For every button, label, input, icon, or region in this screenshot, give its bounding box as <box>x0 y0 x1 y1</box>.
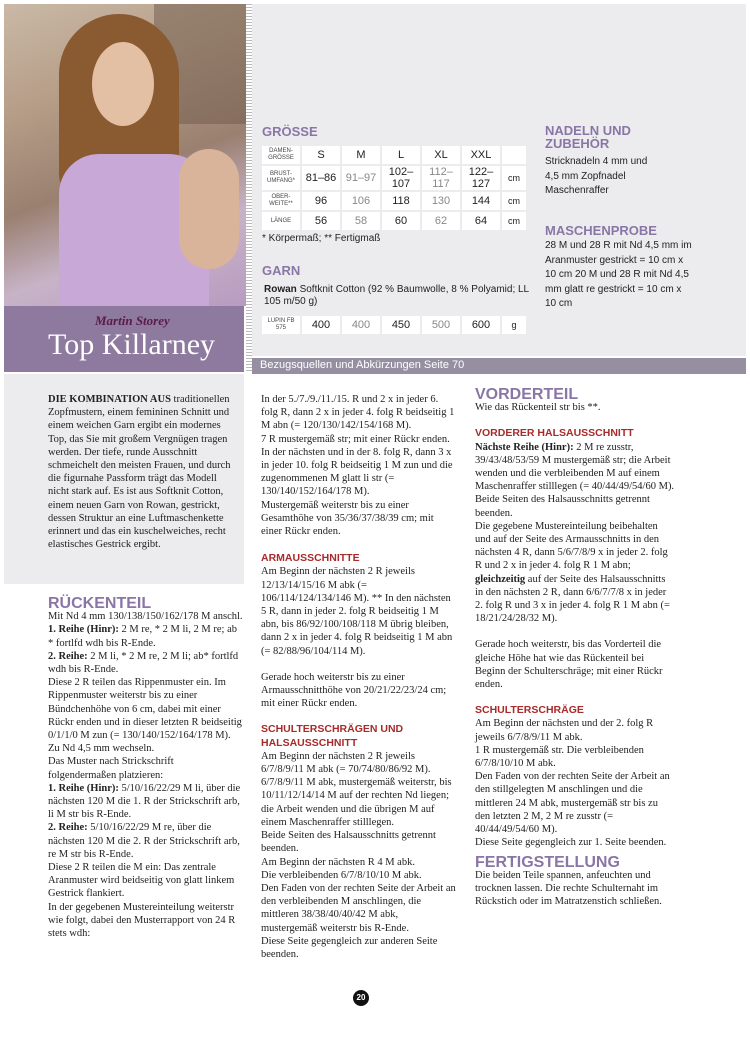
paragraph: Mustergemäß weiterstr bis zu einer Gesamthöhe von 35/36/37/38/39 cm; mit einer Rückr enden. <box>261 499 434 538</box>
yarn-desc-text: Softknit Cotton (92 % Baumwolle, 8 % Polyamid; LL 105 m/50 g) <box>264 284 529 307</box>
yarn-cell: 400 <box>302 316 340 334</box>
yarn-color-label: LUPIN FB 575 <box>262 316 300 334</box>
size-cell: 118 <box>382 192 420 210</box>
paragraph: Am Beginn der nächsten 2 R jeweils 6/7/8/9/11 M abk (= 70/74/80/86/92 M). <box>261 750 431 776</box>
paragraph: Die beiden Teile spannen, anfeuchten und trocknen lassen. Die rechte Schulternaht im Rückstich oder im Matratzenstich schließen. <box>475 869 662 908</box>
intro-text <box>48 393 240 551</box>
paragraph: Die verbleibenden 6/7/8/10/10 M abk. <box>261 869 422 881</box>
unit-cell <box>502 146 526 164</box>
paragraph: Diese Seite gegengleich zur 1. Seite beenden. <box>475 837 667 849</box>
yarn-cell: 500 <box>422 316 460 334</box>
unit-cell: cm <box>502 166 526 190</box>
unit-cell: cm <box>502 192 526 210</box>
paragraph: In der 5./7./9./11./15. R und 2 x in jeder 6. folg R, dann 2 x in jeder 4. folg R beidseitig 1 M abn (= 120/130/142/154/168 M). <box>261 394 455 432</box>
size-cell: S <box>302 146 340 164</box>
page-number: 20 <box>353 990 369 1006</box>
paragraph: Diese 2 R teilen die M ein: Das zentrale Aranmuster wird beidseitig von glatt linkem Gestrick flankiert. <box>48 862 235 900</box>
pattern-title: Top Killarney <box>48 328 216 361</box>
row-label: 2. Reihe: <box>48 822 88 834</box>
reference-bar <box>252 358 746 374</box>
paragraph: Am Beginn der nächsten R 4 M abk. <box>261 856 415 868</box>
size-cell: XXL <box>462 146 500 164</box>
paragraph: Zu Nd 4,5 mm wechseln. <box>48 743 155 755</box>
emphasis: gleichzeitig <box>475 573 526 585</box>
yarn-cell: 400 <box>342 316 380 334</box>
yarn-cell: 600 <box>462 316 500 334</box>
needles-heading: NADELN UND ZUBEHÖR <box>545 123 631 151</box>
section-heading: RÜCKENTEIL <box>48 595 152 612</box>
size-cell: 144 <box>462 192 500 210</box>
subsection-heading: SCHULTERSCHRÄGE <box>475 704 584 717</box>
size-row <box>262 166 526 190</box>
size-row-label: OBER-WEITE** <box>262 192 300 210</box>
paragraph: Diese Seite gegengleich zur anderen Seite beenden. <box>261 935 438 960</box>
size-note: * Körpermaß; ** Fertigmaß <box>262 233 381 244</box>
size-cell: 122–127 <box>462 166 500 190</box>
paragraph: Mit Nd 4 mm 130/138/150/162/178 M anschl. <box>48 611 243 623</box>
paragraph <box>475 441 675 494</box>
row-text: 5/10/16/22/29 M li, über die nächsten 120 M die 1. R der Strickschrift arb, li M str bis R-Ende. <box>48 782 241 821</box>
subsection-heading: ARMAUSSCHNITTE <box>261 552 360 565</box>
size-cell: 96 <box>302 192 340 210</box>
row-label: 1. Reihe (Hinr): <box>48 782 119 794</box>
size-heading: GRÖSSE <box>262 124 318 139</box>
paragraph <box>48 782 244 822</box>
section-heading: FERTIGSTELLUNG <box>475 853 620 871</box>
paragraph: Beide Seiten des Halsausschnitts getrennt beenden. <box>261 830 436 855</box>
size-cell: 102–107 <box>382 166 420 190</box>
size-table <box>260 144 528 232</box>
paragraph <box>48 821 244 861</box>
paragraph: Den Faden von der rechten Seite der Arbeit an den verbleibenden M anschlingen, die mittleren 38/38/40/40/42 M abk, mustergemäß weiterstr bis R-Ende. <box>261 882 456 934</box>
row-label: 1. Reihe (Hinr): <box>48 624 119 636</box>
unit-cell: cm <box>502 212 526 230</box>
row-text: 2 M re, * 2 M li, 2 M re; ab * fortlfd wdh bis R-Ende. <box>48 624 237 649</box>
paragraph: Am Beginn der nächsten und der 2. folg R jeweils 6/7/8/9/11 M abk. <box>475 718 654 743</box>
paragraph <box>475 520 675 626</box>
size-cell: L <box>382 146 420 164</box>
intro-lead: DIE KOMBINATION AUS <box>48 394 171 405</box>
size-cell: 106 <box>342 192 380 210</box>
paragraph: Den Faden von der rechten Seite der Arbeit an den stillgelegten M anschlingen und die mittleren 24 M abk, mustergemäß str bis zu den letzten 2 M, 2 M re zusstr (= 40/44/49/54/60 M). <box>475 771 670 836</box>
column-armholes <box>261 393 457 961</box>
row-text: 2 M li, * 2 M re, 2 M li; ab* fortlfd wdh bis R-Ende. <box>48 650 239 676</box>
column-back <box>48 597 244 940</box>
reference-text: Bezugsquellen und Abkürzungen Seite 70 <box>260 359 465 371</box>
paragraph: 1 R mustergemäß str. Die verbleibenden 6/7/8/10/10 M abk. <box>475 744 644 770</box>
row-text: 2 M re zusstr, 39/43/48/53/59 M mustergemäß str; die Arbeit wenden und die verbleibenden M auf einem Maschenraffer stilllegen (= 40/44/49/54/60 M). <box>475 441 675 493</box>
yarn-description <box>264 284 534 308</box>
paragraph: In der nächsten und in der 8. folg R, dann 3 x in jeder 10. folg R beidseitig 1 M zun und die zugenommenen M glatt li str (= 130/140/152/164/178 M). <box>261 446 453 498</box>
intro-body: traditionellen Zopfmustern, einem femininen Schnitt und einem weichen Garn ergibt ein modernes Top, das Sie mit großem Vergnügen tragen werden. Der tiefe, runde Ausschnitt schmeichelt den meisten Frauen, und durch die figurnahe Passform trägt das Modell nicht stark auf. Es ist aus Softknit Cotton, einem neuen Garn von Rowan, gestrickt, dessen Struktur an eine Luftmaschenkette erinnert und das ein kuschelweiches, recht elastisches Gestrick ergibt. <box>48 394 231 551</box>
paragraph: Das Muster nach Strickschrift folgendermaßen platzieren: <box>48 756 174 781</box>
subsection-heading: SCHULTERSCHRÄGEN UND HALSAUSSCHNITT <box>261 723 404 749</box>
yarn-brand: Rowan <box>264 284 297 295</box>
size-row <box>262 146 526 164</box>
paragraph: Gerade hoch weiterstr bis zu einer Armausschnitthöhe von 20/21/22/23/24 cm; mit einer Rückr enden. <box>261 671 447 710</box>
size-cell: 112–117 <box>422 166 460 190</box>
row-label: 2. Reihe: <box>48 650 88 662</box>
paragraph: Am Beginn der nächsten 2 R jeweils 12/13/14/15/16 M abk (= 106/114/124/134/146 M). ** In den nächsten 5 R, dann in jeder 2. folg R beidseitig 1 M abn, bis 86/92/100/108/118 M übrig bleiben, dann 2 x in jeder 4. folg R beidseitig 1 M abn (= 82/88/96/104/114 M). <box>261 566 453 657</box>
gauge-text: 28 M und 28 R mit Nd 4,5 mm im Aranmuster gestrickt = 10 cm x 10 cm 20 M und 28 R mit Nd 4,5 mm glatt re gestrickt = 10 cm x 10 cm <box>545 240 692 309</box>
size-cell: 91–97 <box>342 166 380 190</box>
size-row-label: DAMEN-GRÖSSE <box>262 146 300 164</box>
paragraph: 6/7/8/9/11 M abk, mustergemäß weiterstr, bis 10/11/12/14/14 M auf der rechten Nd liegen; die Arbeit wenden und die übrigen M auf einem Maschenraffer stilllegen. <box>261 777 452 828</box>
size-row <box>262 212 526 230</box>
designer-name: Martin Storey <box>95 313 170 328</box>
gauge-heading: MASCHENPROBE <box>545 223 657 238</box>
size-cell: M <box>342 146 380 164</box>
size-cell: 60 <box>382 212 420 230</box>
size-cell: 56 <box>302 212 340 230</box>
paragraph <box>48 650 244 676</box>
yarn-table <box>260 314 528 336</box>
row-text: 5/10/16/22/29 M re, über die nächsten 120 M die 2. R der Strickschrift arb, re M str bis R-Ende. <box>48 822 240 860</box>
yarn-cell: 450 <box>382 316 420 334</box>
needles-text: Stricknadeln 4 mm und 4,5 mm Zopfnadel Maschenraffer <box>545 156 648 196</box>
paragraph: Wie das Rückenteil str bis **. <box>475 402 601 414</box>
subsection-heading: VORDERER HALSAUSSCHNITT <box>475 427 634 440</box>
size-row-label: LÄNGE <box>262 212 300 230</box>
yarn-heading: GARN <box>262 263 301 278</box>
model-photo <box>4 4 248 306</box>
size-row-label: BRUST-UMFANG* <box>262 166 300 190</box>
row-label: Nächste Reihe (Hinr): <box>475 441 574 453</box>
size-cell: XL <box>422 146 460 164</box>
paragraph: 7 R mustergemäß str; mit einer Rückr enden. <box>261 433 450 445</box>
size-cell: 64 <box>462 212 500 230</box>
column-front <box>475 388 675 908</box>
size-cell: 81–86 <box>302 166 340 190</box>
size-cell: 130 <box>422 192 460 210</box>
paragraph: In der gegebenen Mustereinteilung weiterstr wie folgt, dabei den Musterrapport von 24 R stets wdh: <box>48 901 236 940</box>
size-row <box>262 192 526 210</box>
paragraph-part: auf der Seite des Halsausschnitts in den nächsten 2 R, dann 6/6/7/7/8 x in jeder 2. folg R und 3 x in jeder 4. folg R 1 M abn (= 18/21/24/28/32 M). <box>475 573 670 625</box>
unit-cell: g <box>502 316 526 334</box>
paragraph: Beide Seiten des Halsausschnitts getrennt beenden. <box>475 494 650 519</box>
yarn-row <box>262 316 526 334</box>
size-cell: 58 <box>342 212 380 230</box>
paragraph: Gerade hoch weiterstr, bis das Vorderteil die gleiche Höhe hat wie das Rückenteil bei Beginn der Schulterschräge; mit einer Rückr enden. <box>475 639 663 691</box>
paragraph <box>48 623 244 649</box>
paragraph-part: Die gegebene Mustereinteilung beibehalten und auf der Seite des Armausschnitts in den nächsten 4 R, dann 5/6/7/8/9 x in jeder 2. folg R und 2 x in jeder 4. folg R 1 M abn; <box>475 520 668 572</box>
section-heading: VORDERTEIL <box>475 386 579 403</box>
paragraph: Diese 2 R teilen das Rippenmuster ein. Im Rippenmuster weiterstr bis zu einer Bündchenhöhe von 6 cm, dabei mit einer Rückr enden und in dieser letzten R beidseitig 0/1/1/0 M zun (= 130/140/152/164/178 M). <box>48 677 242 742</box>
size-cell: 62 <box>422 212 460 230</box>
